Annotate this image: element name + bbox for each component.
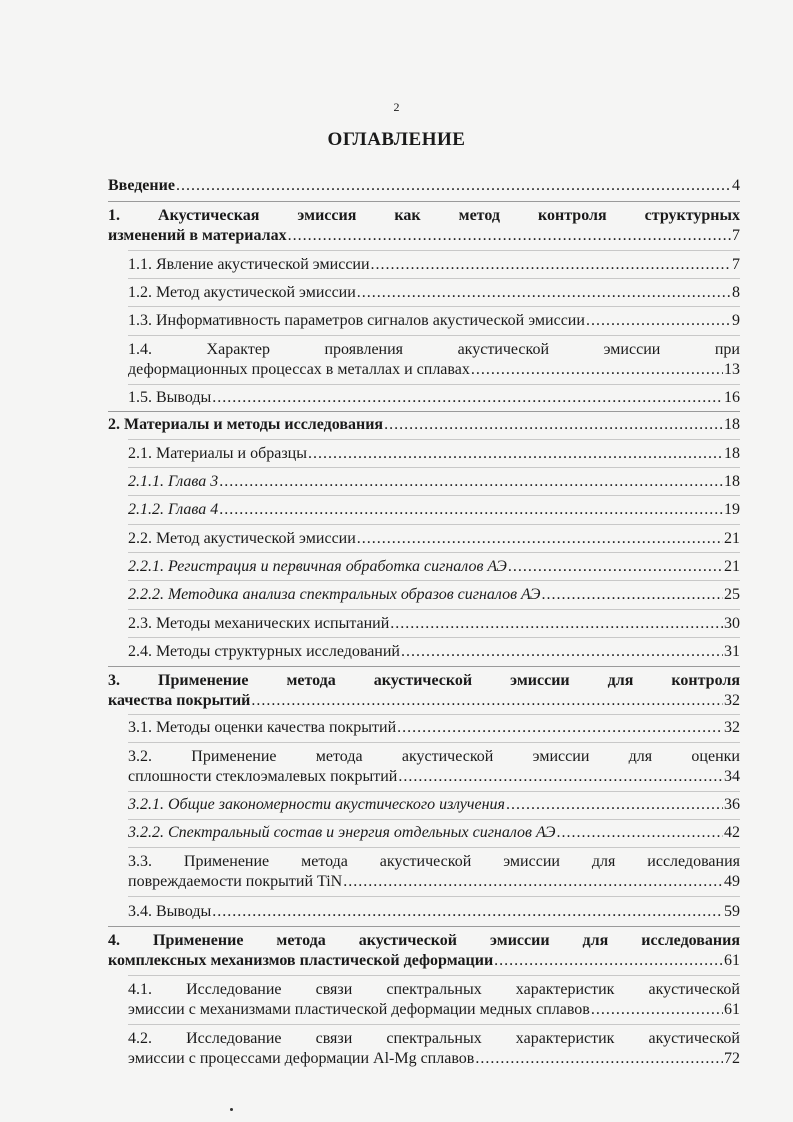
toc-page-number: 42 — [724, 824, 740, 841]
toc-page-number: 13 — [724, 361, 740, 378]
dot-leader — [308, 444, 723, 464]
toc-entry-1-2[interactable] — [128, 283, 740, 303]
toc-entry-title: 2.1.2. Глава 4 — [128, 501, 219, 518]
divider — [108, 926, 740, 927]
toc-page-number: 9 — [732, 312, 740, 329]
toc-page-number: 21 — [724, 558, 740, 575]
toc-entry-title-cont: повреждаемости покрытий TiN — [128, 873, 343, 890]
toc-page-number: 32 — [724, 692, 740, 709]
divider — [128, 439, 740, 440]
toc-entry-title: 3.2.1. Общие закономерности акустического излучения — [128, 796, 505, 813]
dot-leader — [508, 557, 723, 577]
page-number: 2 — [393, 100, 400, 114]
toc-page-number: 21 — [724, 530, 740, 547]
dot-leader — [397, 718, 723, 738]
dot-leader — [176, 176, 731, 196]
dot-leader — [401, 642, 723, 662]
dot-leader — [542, 585, 724, 605]
toc-entry-3-2[interactable] — [128, 747, 740, 787]
dot-leader — [357, 283, 731, 303]
toc-entry-title: 2.2.2. Методика анализа спектральных образов сигналов АЭ — [128, 586, 541, 603]
table-of-contents — [108, 0, 740, 1122]
divider — [108, 666, 740, 667]
toc-page-number: 72 — [724, 1050, 740, 1067]
toc-page-number: 25 — [724, 586, 740, 603]
toc-entry-title: 1.5. Выводы — [128, 389, 212, 406]
toc-entry-2-2-2[interactable] — [128, 585, 740, 605]
dot-leader — [494, 951, 723, 971]
toc-entry-title: 3.2.2. Спектральный состав и энергия отдельных сигналов АЭ — [128, 824, 556, 841]
toc-entry-title: 1.3. Информативность параметров сигналов акустической эмиссии — [128, 312, 585, 329]
toc-page-number: 4 — [732, 177, 740, 194]
toc-entry-title: 1.4. Характер проявления акустической эмиссии при — [128, 341, 740, 358]
divider — [128, 278, 740, 279]
toc-entry-title: 1.1. Явление акустической эмиссии — [128, 256, 370, 273]
toc-page-number: 7 — [732, 227, 740, 244]
toc-entry-chapter-3[interactable] — [108, 671, 740, 711]
dot-leader — [475, 1049, 723, 1069]
toc-entry-1-1[interactable] — [128, 255, 740, 275]
toc-entry-title: 2.4. Методы структурных исследований — [128, 643, 400, 660]
divider — [128, 609, 740, 610]
dot-leader — [471, 360, 723, 380]
toc-entry-2-1[interactable] — [128, 444, 740, 464]
toc-page-number: 32 — [724, 719, 740, 736]
toc-entry-2-2-1[interactable] — [128, 557, 740, 577]
divider — [128, 306, 740, 307]
dot-leader — [219, 500, 723, 520]
toc-entry-chapter-2[interactable] — [108, 415, 740, 435]
toc-entry-title: 2.3. Методы механических испытаний — [128, 615, 390, 632]
toc-entry-title-cont: изменений в материалах — [108, 227, 287, 244]
toc-entry-title: 3.4. Выводы — [128, 903, 212, 920]
toc-entry-title: 2.2. Метод акустической эмиссии — [128, 530, 356, 547]
divider — [128, 384, 740, 385]
toc-page-number: 61 — [724, 952, 740, 969]
toc-entry-1-4[interactable] — [128, 340, 740, 380]
toc-entry-title: 4.2. Исследование связи спектральных характеристик акустической — [128, 1030, 740, 1047]
toc-page-number: 18 — [724, 445, 740, 462]
dot-leader — [357, 529, 723, 549]
toc-entry-3-2-2[interactable] — [128, 823, 740, 843]
toc-entry-title-cont: качества покрытий — [108, 692, 251, 709]
toc-entry-title: 3.2. Применение метода акустической эмиссии для оценки — [128, 748, 740, 765]
toc-page-number: 16 — [724, 389, 740, 406]
toc-page-number: 18 — [724, 416, 740, 433]
dot-leader — [591, 1000, 723, 1020]
toc-entry-title: 3.1. Методы оценки качества покрытий — [128, 719, 397, 736]
divider — [128, 467, 740, 468]
toc-page-number: 19 — [724, 501, 740, 518]
toc-entry-title-cont: сплошности стеклоэмалевых покрытий — [128, 768, 398, 785]
toc-entry-title: 4. Применение метода акустической эмиссии для исследования — [108, 932, 740, 949]
divider — [128, 714, 740, 715]
divider — [128, 819, 740, 820]
dot-leader — [251, 691, 723, 711]
toc-entry-3-1[interactable] — [128, 718, 740, 738]
divider — [128, 637, 740, 638]
dot-leader — [343, 872, 723, 892]
toc-page-number: 30 — [724, 615, 740, 632]
toc-entry-1-3[interactable] — [128, 311, 740, 331]
dot-leader — [390, 614, 723, 634]
toc-entry-chapter-4[interactable] — [108, 931, 740, 971]
dot-leader — [398, 767, 723, 787]
toc-entry-2-2[interactable] — [128, 529, 740, 549]
dot-leader — [506, 795, 723, 815]
toc-entry-2-3[interactable] — [128, 614, 740, 634]
toc-entry-4-2[interactable] — [128, 1029, 740, 1069]
toc-page-number: 18 — [724, 473, 740, 490]
toc-entry-title-cont: эмиссии с механизмами пластической деформации медных сплавов — [128, 1001, 590, 1018]
toc-entry-title: 2.1. Материалы и образцы — [128, 445, 307, 462]
divider — [128, 580, 740, 581]
toc-entry-title: 1. Акустическая эмиссия как метод контроля структурных — [108, 207, 740, 224]
divider — [128, 552, 740, 553]
toc-page-number: 31 — [724, 643, 740, 660]
toc-page-number: 61 — [724, 1001, 740, 1018]
dot-leader — [586, 311, 731, 331]
toc-page-number: 8 — [732, 284, 740, 301]
toc-page-number: 49 — [724, 873, 740, 890]
toc-entry-2-4[interactable] — [128, 642, 740, 662]
toc-page-number: 36 — [724, 796, 740, 813]
toc-entry-title: 2.1.1. Глава 3 — [128, 473, 219, 490]
dot-leader — [212, 388, 723, 408]
divider — [128, 742, 740, 743]
toc-entry-1-5[interactable] — [128, 388, 740, 408]
scan-speck — [230, 1108, 233, 1111]
toc-entry-introduction[interactable] — [108, 176, 740, 196]
dot-leader — [212, 902, 723, 922]
toc-entry-title: 4.1. Исследование связи спектральных характеристик акустической — [128, 981, 740, 998]
dot-leader — [371, 255, 731, 275]
toc-entry-2-1-2[interactable] — [128, 500, 740, 520]
toc-entry-2-1-1[interactable] — [128, 472, 740, 492]
divider — [128, 524, 740, 525]
divider — [128, 1024, 740, 1025]
divider — [128, 250, 740, 251]
toc-page-number: 59 — [724, 903, 740, 920]
toc-entry-title-cont: эмиссии с процессами деформации Al-Mg сплавов — [128, 1050, 475, 1067]
dot-leader — [556, 823, 723, 843]
toc-entry-title-cont: деформационных процессах в металлах и сплавах — [128, 361, 470, 378]
toc-entry-3-3[interactable] — [128, 852, 740, 892]
dot-leader — [384, 415, 723, 435]
toc-entry-title: 2.2.1. Регистрация и первичная обработка сигналов АЭ — [128, 558, 507, 575]
divider — [128, 335, 740, 336]
toc-entry-chapter-1[interactable] — [108, 206, 740, 246]
toc-page-number: 7 — [732, 256, 740, 273]
toc-entry-title: 2. Материалы и методы исследования — [108, 416, 384, 433]
toc-entry-title: 1.2. Метод акустической эмиссии — [128, 284, 356, 301]
toc-entry-title-cont: комплексных механизмов пластической деформации — [108, 952, 494, 969]
toc-entry-title: Введение — [108, 177, 175, 194]
toc-page-number: 34 — [724, 768, 740, 785]
divider — [128, 975, 740, 976]
dot-leader — [288, 226, 731, 246]
toc-entry-3-2-1[interactable] — [128, 795, 740, 815]
divider — [108, 201, 740, 202]
toc-entry-4-1[interactable] — [128, 980, 740, 1020]
toc-entry-title: 3.3. Применение метода акустической эмиссии для исследования — [128, 853, 740, 870]
divider — [128, 847, 740, 848]
divider — [128, 896, 740, 897]
toc-entry-3-4[interactable] — [128, 902, 740, 922]
divider — [128, 791, 740, 792]
toc-entry-title: 3. Применение метода акустической эмиссии для контроля — [108, 672, 740, 689]
divider — [108, 411, 740, 412]
divider — [128, 495, 740, 496]
page-title: ОГЛАВЛЕНИЕ — [327, 129, 466, 150]
dot-leader — [219, 472, 723, 492]
